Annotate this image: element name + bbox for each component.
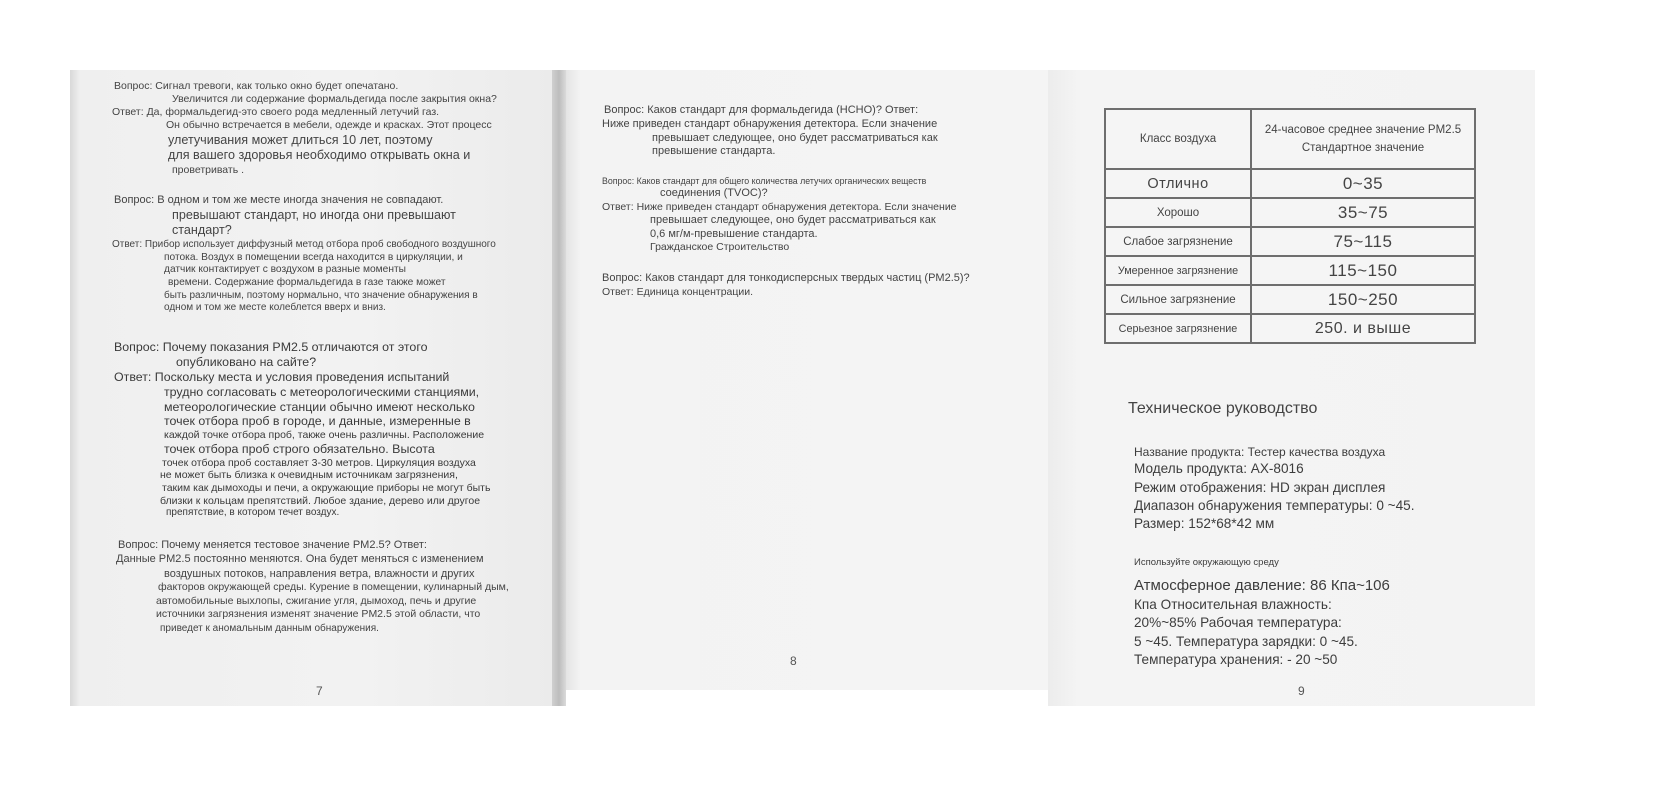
pm25-range: 150~250	[1251, 285, 1475, 314]
faq-window-sealed	[114, 80, 497, 177]
spec-line: Модель продукта: AX-8016	[1134, 461, 1304, 477]
faq-line: Ответ: Да, формальдегид-это своего рода медленный летучий газ.	[112, 106, 440, 119]
env-line: Атмосферное давление: 86 Кпа~106	[1134, 576, 1390, 594]
faq-line: Вопрос: В одном и том же месте иногда значения не совпадают.	[114, 194, 444, 206]
table-row	[1105, 198, 1475, 227]
faq-tvoc-standard	[602, 176, 957, 254]
manual-page-8	[566, 70, 1048, 690]
faq-line: трудно согласовать с метеорологическими станциями,	[164, 384, 480, 399]
pm25-range: 250. и выше	[1251, 314, 1475, 343]
spec-line: Режим отображения: HD экран дисплея	[1134, 479, 1386, 495]
faq-values-mismatch	[114, 194, 496, 315]
faq-line: точек отбора проб составляет 3-30 метров. Циркуляция воздуха	[162, 456, 476, 469]
faq-line: Вопрос: Каков стандарт для формальдегида (HCHO)? Ответ:	[604, 104, 919, 116]
table-row	[1105, 314, 1475, 343]
faq-line: Увеличится ли содержание формальдегида после закрытия окна?	[172, 93, 497, 106]
faq-line: автомобильные выхлопы, сжигание угля, дымоход, печь и другие	[156, 594, 477, 607]
env-line: 5 ~45. Температура зарядки: 0 ~45.	[1134, 633, 1358, 649]
faq-hcho-standard	[604, 104, 938, 159]
header-pm25-value	[1251, 109, 1475, 169]
faq-line: Ответ: Единица концентрации.	[602, 285, 754, 298]
faq-line: факторов окружающей среды. Курение в помещении, кулинарный дым,	[158, 580, 509, 593]
faq-line: таким как дымоходы и печи, а окружающие приборы не могут быть	[162, 481, 491, 494]
air-quality-table	[1104, 108, 1476, 344]
page-gutter	[552, 70, 566, 706]
env-line: Температура хранения: - 20 ~50	[1134, 652, 1338, 668]
faq-line: Вопрос: Сигнал тревоги, как только окно будет опечатано.	[114, 80, 399, 92]
faq-line: быть различным, поэтому нормально, что значение обнаружения в	[164, 289, 478, 301]
faq-line: опубликовано на сайте?	[176, 354, 317, 369]
air-class-label: Сильное загрязнение	[1105, 285, 1251, 314]
faq-line: точек отбора проб строго обязательно. Высота	[164, 441, 435, 456]
faq-line: превышают стандарт, но иногда они превышают	[172, 207, 456, 222]
faq-line: каждой точке отбора проб, также очень различны. Расположение	[164, 429, 485, 442]
faq-line: Ниже приведен стандарт обнаружения детектора. Если значение	[602, 117, 938, 130]
faq-pm25-differs	[114, 340, 490, 519]
faq-line: близки к кольцам препятствий. Любое здание, дерево или другое	[160, 494, 481, 507]
faq-line: метеорологические станции обычно имеют несколько	[164, 399, 475, 414]
faq-line: одном и том же месте колеблется вверх и вниз.	[164, 302, 386, 314]
faq-line: превышение стандарта.	[652, 145, 776, 158]
spec-line: Размер: 152*68*42 мм	[1134, 516, 1275, 532]
faq-line: Он обычно встречается в мебели, одежде и красках. Этот процесс	[166, 119, 492, 132]
faq-line: превышает следующее, оно будет рассматриваться как	[652, 131, 938, 144]
manual-page-9	[1048, 70, 1535, 706]
faq-line: датчик контактирует с воздухом в разные моменты	[164, 264, 406, 276]
faq-line: Ответ: Поскольку места и условия проведения испытаний	[114, 369, 450, 384]
faq-line: Вопрос: Почему показания PM2.5 отличаются от этого	[114, 340, 428, 354]
table-header-row	[1105, 109, 1475, 169]
pm25-range: 35~75	[1251, 198, 1475, 227]
faq-line: Вопрос: Почему меняется тестовое значение PM2.5? Ответ:	[118, 539, 427, 551]
operating-environment	[1134, 557, 1390, 669]
env-line: Кпа Относительная влажность:	[1134, 597, 1332, 613]
faq-pm25-standard	[602, 272, 970, 299]
faq-line: не может быть близка к очевидным источникам загрязнения,	[160, 469, 458, 482]
faq-line: 0,6 мг/м-превышение стандарта.	[650, 227, 818, 240]
page-number: 8	[790, 654, 797, 668]
air-class-label: Отлично	[1105, 169, 1251, 198]
faq-line: Ответ: Ниже приведен стандарт обнаружения детектора. Если значение	[602, 200, 957, 213]
page-number: 9	[1298, 684, 1305, 698]
faq-pm25-changes	[118, 538, 509, 635]
faq-line: Ответ: Прибор использует диффузный метод отбора проб свободного воздушного	[112, 239, 496, 251]
air-class-label: Умеренное загрязнение	[1105, 256, 1251, 285]
pm25-range: 75~115	[1251, 227, 1475, 256]
header-pm25-line: 24-часовое среднее значение PM2.5	[1264, 123, 1462, 136]
faq-line: для вашего здоровья необходимо открывать окна и	[168, 148, 471, 163]
env-heading: Используйте окружающую среду	[1134, 557, 1279, 568]
faq-line: превышает следующее, оно будет рассматриваться как	[650, 213, 936, 226]
spec-line: Название продукта: Тестер качества воздуха	[1134, 445, 1386, 459]
faq-line: приведет к аномальным данным обнаружения.	[160, 622, 379, 634]
table-row	[1105, 227, 1475, 256]
product-specs	[1134, 444, 1415, 534]
env-line: 20%~85% Рабочая температура:	[1134, 615, 1342, 631]
pm25-range: 115~150	[1251, 256, 1475, 285]
tech-manual-title: Техническое руководство	[1128, 400, 1318, 417]
faq-line: Гражданское Строительство	[650, 241, 790, 254]
air-class-label: Слабое загрязнение	[1105, 227, 1251, 256]
manual-page-7	[70, 70, 552, 706]
faq-line: точек отбора проб в городе, и данные, измеренные в	[164, 414, 471, 429]
spec-line: Диапазон обнаружения температуры: 0 ~45.	[1134, 497, 1415, 513]
faq-line: стандарт?	[172, 223, 232, 238]
page-number: 7	[316, 684, 323, 698]
faq-line: воздушных потоков, направления ветра, влажности и других	[164, 567, 475, 580]
table-row	[1105, 256, 1475, 285]
table-row	[1105, 169, 1475, 198]
header-standard-line: Стандартное значение	[1301, 142, 1425, 154]
air-class-label: Серьезное загрязнение	[1105, 314, 1251, 343]
faq-line: Вопрос: Каков стандарт для общего количества летучих органических веществ	[602, 176, 927, 186]
air-class-label: Хорошо	[1105, 198, 1251, 227]
header-air-class: Класс воздуха	[1105, 109, 1251, 169]
faq-line: улетучивания может длиться 10 лет, поэтому	[168, 132, 433, 147]
faq-line: соединения (TVOC)?	[660, 186, 768, 199]
table-row	[1105, 285, 1475, 314]
faq-line: источники загрязнения изменят значение PM2.5 этой области, что	[156, 608, 481, 621]
faq-line: препятствие, в котором течет воздух.	[166, 507, 340, 519]
faq-line: потока. Воздух в помещении всегда находится в циркуляции, и	[164, 251, 463, 263]
pm25-range: 0~35	[1251, 169, 1475, 198]
faq-line: Данные PM2.5 постоянно меняются. Она будет меняться с изменением	[116, 553, 484, 566]
faq-line: времени. Содержание формальдегида в газе также может	[168, 277, 446, 289]
faq-line: проветривать .	[172, 163, 245, 176]
faq-line: Вопрос: Каков стандарт для тонкодисперсных твердых частиц (PM2.5)?	[602, 272, 970, 284]
